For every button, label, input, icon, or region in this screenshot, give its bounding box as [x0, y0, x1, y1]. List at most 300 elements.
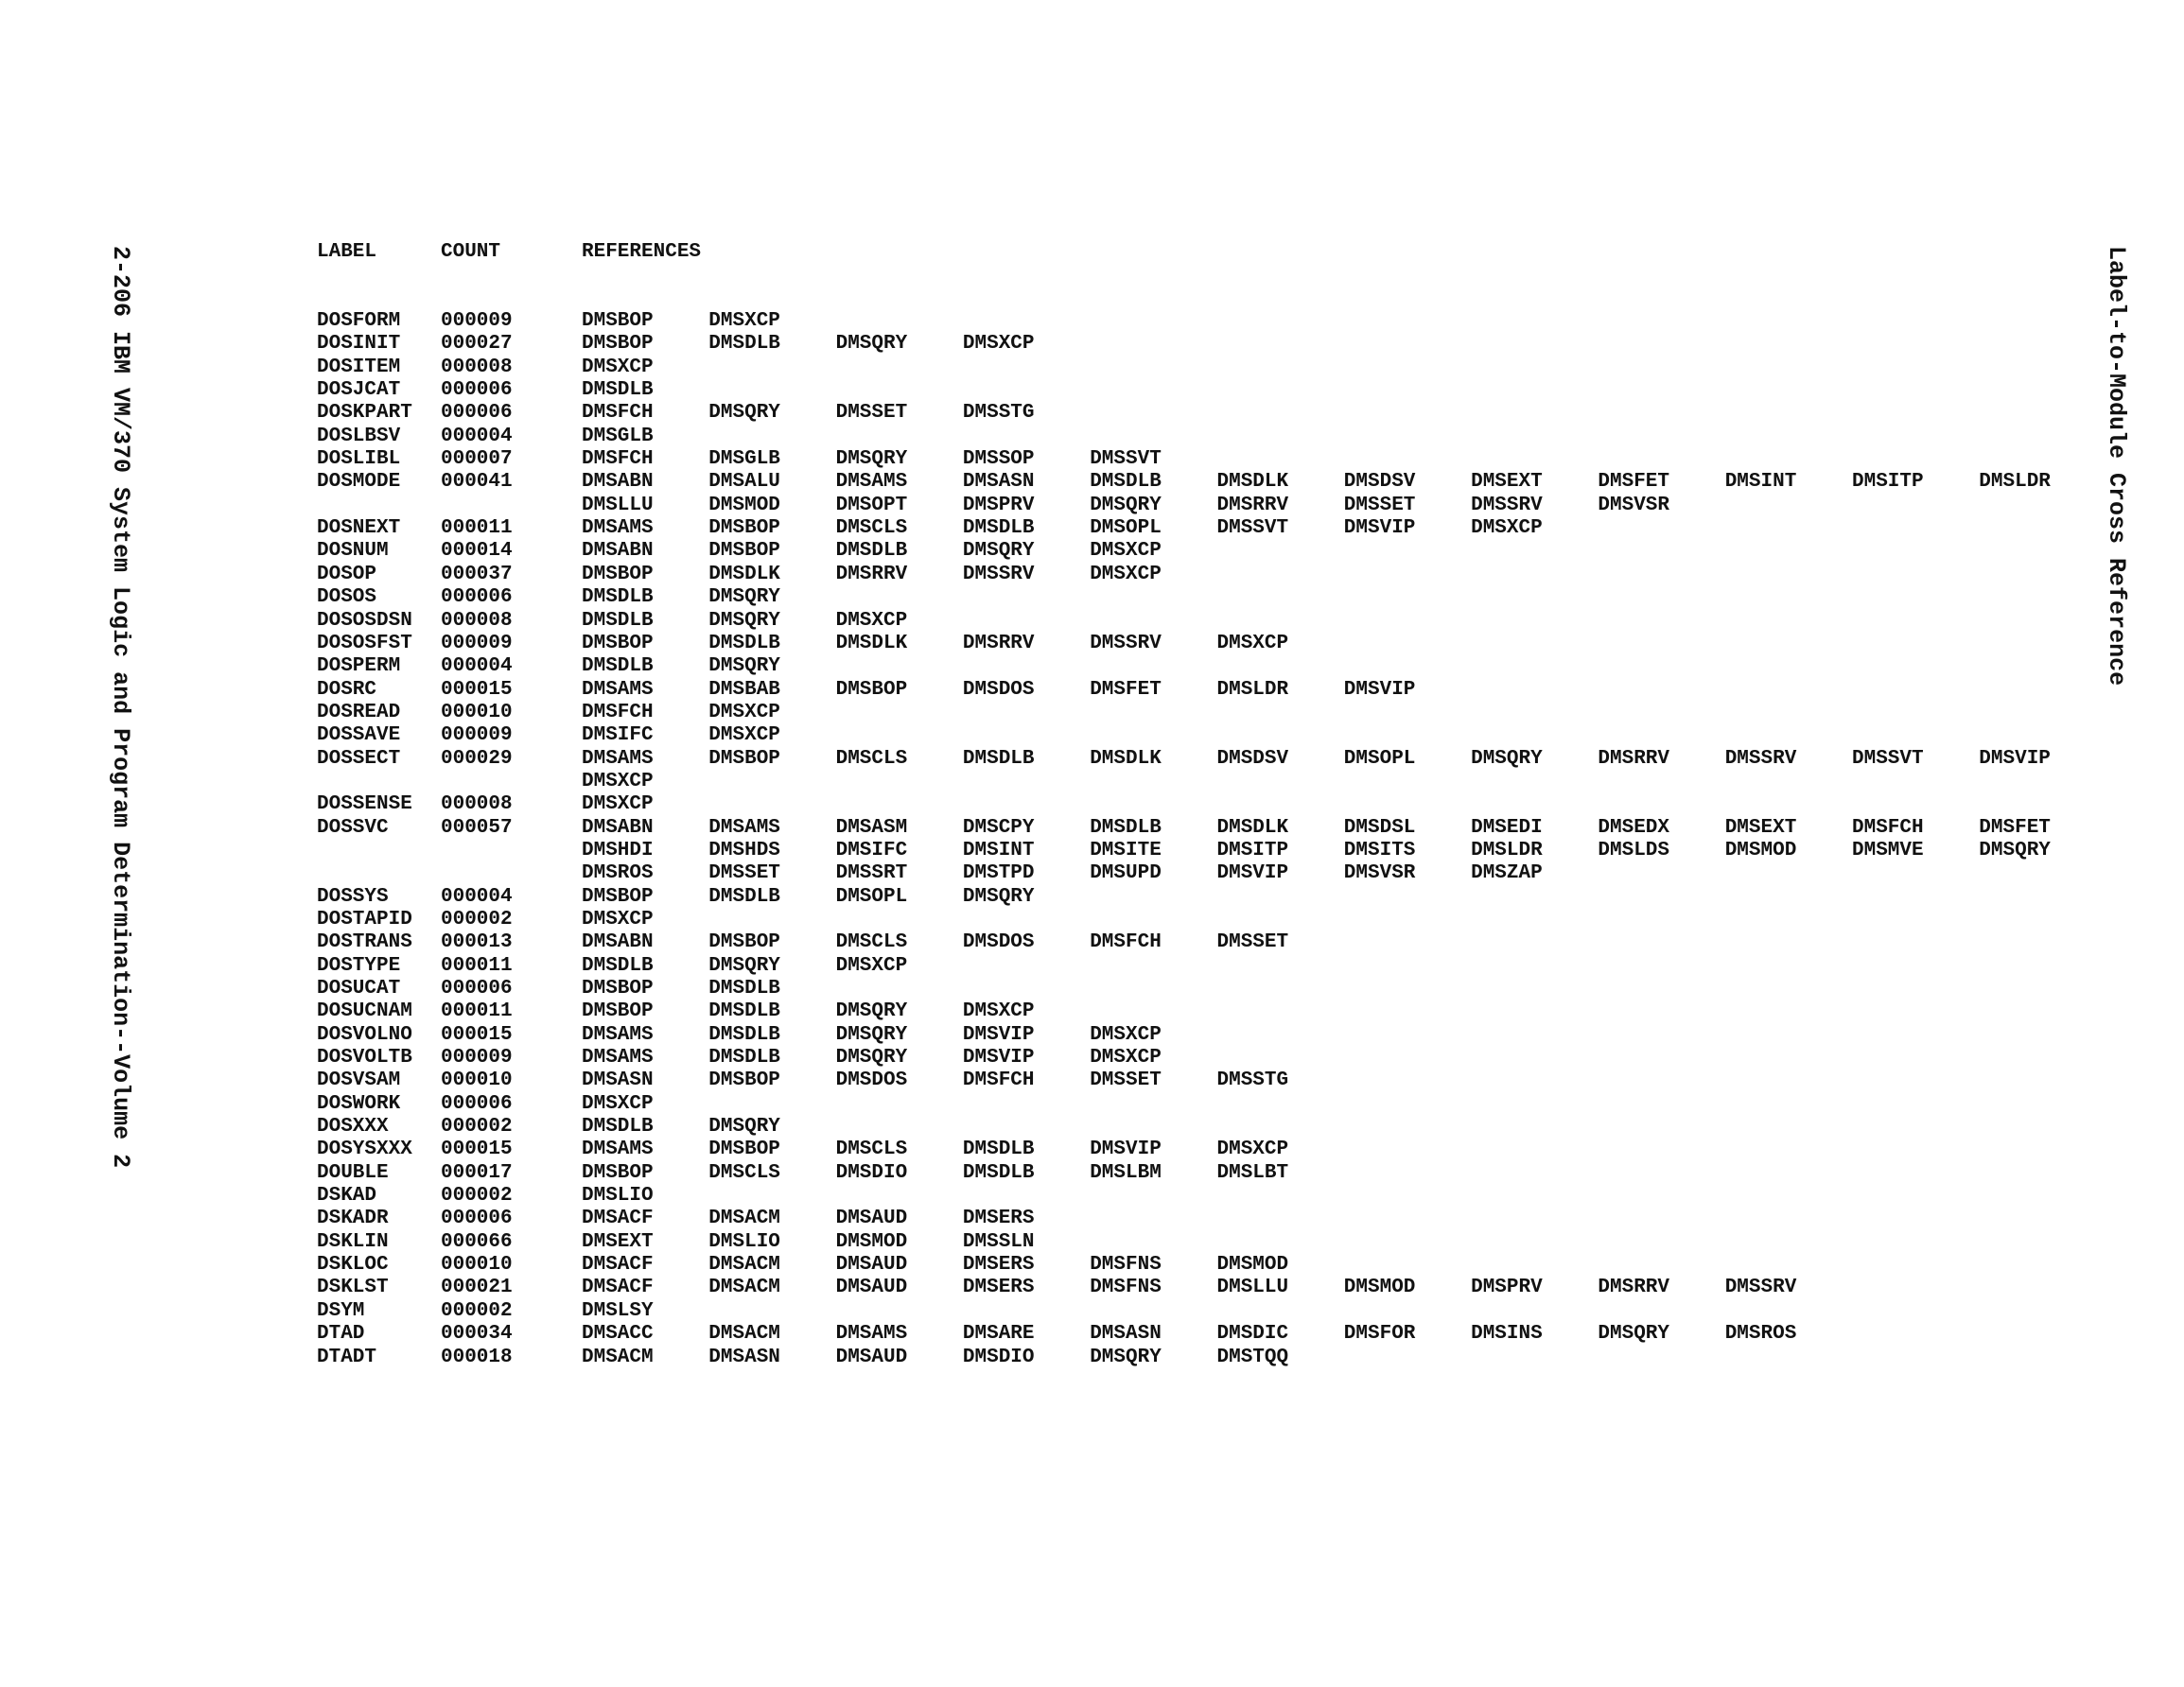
module-reference: DMSDLK	[1090, 747, 1162, 770]
module-reference: DMSVIP	[962, 1023, 1035, 1046]
module-reference: DMSXCP	[708, 310, 780, 333]
module-reference: DMSHDS	[708, 839, 780, 861]
module-reference: DMSSRV	[1724, 747, 1797, 770]
module-reference: DMSQRY	[962, 885, 1035, 908]
row-label: DOSFORM	[317, 310, 401, 333]
row-count: 000009	[441, 724, 513, 747]
module-reference: DMSXCP	[1090, 1047, 1162, 1070]
references-column-header: REFERENCES	[582, 241, 702, 263]
row-label: DOSSAVE	[317, 724, 401, 747]
module-reference: DMSVSR	[1343, 862, 1416, 885]
module-reference: DMSDLB	[708, 1023, 780, 1046]
row-label: DTADT	[317, 1346, 377, 1368]
label-column-header: LABEL	[317, 241, 377, 263]
module-reference: DMSLSY	[582, 1299, 654, 1322]
row-label: DOSLIBL	[317, 448, 401, 471]
module-reference: DMSFNS	[1090, 1254, 1162, 1277]
module-reference: DMSQRY	[708, 655, 780, 678]
module-reference: DMSARE	[962, 1323, 1035, 1346]
row-count: 000006	[441, 1208, 513, 1230]
module-reference: DMSDIC	[1216, 1323, 1289, 1346]
row-label: DOSOSFST	[317, 632, 412, 654]
row-count: 000041	[441, 471, 513, 494]
row-count: 000011	[441, 517, 513, 540]
row-count: 000006	[441, 379, 513, 402]
module-reference: DMSDLB	[708, 1000, 780, 1023]
module-reference: DMSEDX	[1598, 816, 1670, 839]
row-label: DOSVOLNO	[317, 1023, 412, 1046]
module-reference: DMSOPL	[1090, 517, 1162, 540]
row-count: 000037	[441, 563, 513, 585]
row-count: 000009	[441, 1047, 513, 1070]
row-count: 000017	[441, 1161, 513, 1184]
module-reference: DMSQRY	[1979, 839, 2051, 861]
right-margin-title: Label-to-Module Cross Reference	[2103, 246, 2130, 687]
row-count: 000034	[441, 1323, 513, 1346]
module-reference: DMSOPL	[835, 885, 908, 908]
row-count: 000014	[441, 540, 513, 563]
row-count: 000011	[441, 954, 513, 977]
row-count: 000015	[441, 1023, 513, 1046]
module-reference: DMSAMS	[582, 1023, 654, 1046]
row-label: DOSSYS	[317, 885, 389, 908]
module-reference: DMSITP	[1852, 471, 1924, 494]
row-count: 000009	[441, 310, 513, 333]
module-reference: DMSQRY	[835, 333, 908, 356]
module-reference: DMSACF	[582, 1254, 654, 1277]
module-reference: DMSRRV	[1216, 494, 1289, 516]
row-count: 000002	[441, 1299, 513, 1322]
module-reference: DMSXCP	[582, 1092, 654, 1115]
module-reference: DMSDOS	[962, 678, 1035, 701]
row-label: DOSTAPID	[317, 908, 412, 930]
module-reference: DMSXCP	[835, 954, 908, 977]
module-reference: DMSITS	[1343, 839, 1416, 861]
row-label: DOSLBSV	[317, 425, 401, 447]
module-reference: DMSACM	[708, 1277, 780, 1299]
module-reference: DMSAUD	[835, 1277, 908, 1299]
module-reference: DMSFCH	[1852, 816, 1924, 839]
module-reference: DMSINS	[1471, 1323, 1543, 1346]
row-label: DOSKPART	[317, 402, 412, 425]
module-reference: DMSMOD	[835, 1230, 908, 1253]
module-reference: DMSRRV	[1598, 747, 1670, 770]
module-reference: DMSDSV	[1343, 471, 1416, 494]
module-reference: DMSDIO	[962, 1346, 1035, 1368]
module-reference: DMSCLS	[835, 517, 908, 540]
module-reference: DMSALU	[708, 471, 780, 494]
row-count: 000002	[441, 908, 513, 930]
module-reference: DMSMVE	[1852, 839, 1924, 861]
row-label: DOSVSAM	[317, 1070, 401, 1092]
module-reference: DMSXCP	[582, 908, 654, 930]
module-reference: DMSCLS	[708, 1161, 780, 1184]
module-reference: DMSDLB	[582, 609, 654, 632]
module-reference: DMSXCP	[835, 609, 908, 632]
module-reference: DMSSOP	[962, 448, 1035, 471]
module-reference: DMSAMS	[835, 1323, 908, 1346]
module-reference: DMSLDS	[1598, 839, 1670, 861]
module-reference: DMSVIP	[1979, 747, 2051, 770]
module-reference: DMSAUD	[835, 1208, 908, 1230]
row-count: 000057	[441, 816, 513, 839]
module-reference: DMSXCP	[582, 793, 654, 816]
left-margin-title: 2-206 IBM VM/370 System Logic and Program Determination--Volume 2	[107, 246, 134, 1169]
module-reference: DMSSET	[1090, 1070, 1162, 1092]
module-reference: DMSSVT	[1852, 747, 1924, 770]
module-reference: DMSAUD	[835, 1346, 908, 1368]
module-reference: DMSINT	[1724, 471, 1797, 494]
module-reference: DMSQRY	[708, 609, 780, 632]
module-reference: DMSDLB	[582, 586, 654, 609]
module-reference: DMSLIO	[582, 1185, 654, 1208]
module-reference: DMSDIO	[835, 1161, 908, 1184]
row-count: 000009	[441, 632, 513, 654]
row-count: 000027	[441, 333, 513, 356]
module-reference: DMSLBT	[1216, 1161, 1289, 1184]
module-reference: DMSPRV	[1471, 1277, 1543, 1299]
row-label: DOSITEM	[317, 356, 401, 378]
module-reference: DMSQRY	[1598, 1323, 1670, 1346]
module-reference: DMSSVT	[1216, 517, 1289, 540]
module-reference: DMSXCP	[582, 356, 654, 378]
row-label: DOSOSDSN	[317, 609, 412, 632]
module-reference: DMSDLB	[962, 1139, 1035, 1161]
module-reference: DMSDSV	[1216, 747, 1289, 770]
module-reference: DMSQRY	[835, 1023, 908, 1046]
module-reference: DMSIFC	[835, 839, 908, 861]
module-reference: DMSACF	[582, 1277, 654, 1299]
module-reference: DMSMOD	[1343, 1277, 1416, 1299]
module-reference: DMSSRV	[1090, 632, 1162, 654]
module-reference: DMSQRY	[962, 540, 1035, 563]
module-reference: DMSAMS	[582, 1047, 654, 1070]
module-reference: DMSASN	[708, 1346, 780, 1368]
module-reference: DMSXCP	[1471, 517, 1543, 540]
module-reference: DMSFOR	[1343, 1323, 1416, 1346]
module-reference: DMSPRV	[962, 494, 1035, 516]
module-reference: DMSROS	[1724, 1323, 1797, 1346]
module-reference: DMSSRV	[1471, 494, 1543, 516]
row-count: 000006	[441, 402, 513, 425]
module-reference: DMSDSL	[1343, 816, 1416, 839]
module-reference: DMSQRY	[1090, 1346, 1162, 1368]
module-reference: DMSFCH	[582, 448, 654, 471]
row-label: DOSWORK	[317, 1092, 401, 1115]
row-count: 000008	[441, 793, 513, 816]
module-reference: DMSGLB	[582, 425, 654, 447]
module-reference: DMSVIP	[1216, 862, 1289, 885]
module-reference: DMSDLB	[1090, 471, 1162, 494]
module-reference: DMSFET	[1090, 678, 1162, 701]
module-reference: DMSLDR	[1979, 471, 2051, 494]
module-reference: DMSITP	[1216, 839, 1289, 861]
row-count: 000002	[441, 1116, 513, 1139]
row-label: DSKAD	[317, 1185, 377, 1208]
module-reference: DMSQRY	[835, 1000, 908, 1023]
module-reference: DMSDOS	[962, 931, 1035, 954]
module-reference: DMSDLB	[582, 1116, 654, 1139]
module-reference: DMSACM	[708, 1254, 780, 1277]
module-reference: DMSBOP	[582, 310, 654, 333]
row-label: DOSNEXT	[317, 517, 401, 540]
module-reference: DMSDLB	[582, 655, 654, 678]
module-reference: DMSUPD	[1090, 862, 1162, 885]
module-reference: DMSABN	[582, 471, 654, 494]
module-reference: DMSXCP	[962, 1000, 1035, 1023]
module-reference: DMSDLB	[582, 379, 654, 402]
module-reference: DMSFET	[1598, 471, 1670, 494]
module-reference: DMSBOP	[708, 931, 780, 954]
module-reference: DMSMOD	[708, 494, 780, 516]
module-reference: DMSAMS	[835, 471, 908, 494]
row-label: DOSSECT	[317, 747, 401, 770]
module-reference: DMSCPY	[962, 816, 1035, 839]
module-reference: DMSVIP	[962, 1047, 1035, 1070]
row-count: 000004	[441, 655, 513, 678]
row-count: 000010	[441, 1254, 513, 1277]
module-reference: DMSDLB	[962, 1161, 1035, 1184]
module-reference: DMSDLB	[708, 333, 780, 356]
row-count: 000006	[441, 1092, 513, 1115]
row-label: DOSTRANS	[317, 931, 412, 954]
module-reference: DMSSRV	[1724, 1277, 1797, 1299]
module-reference: DMSDLB	[582, 954, 654, 977]
row-count: 000008	[441, 356, 513, 378]
module-reference: DMSDLB	[708, 978, 780, 1000]
module-reference: DMSDOS	[835, 1070, 908, 1092]
module-reference: DMSBOP	[582, 632, 654, 654]
module-reference: DMSASN	[962, 471, 1035, 494]
module-reference: DMSLDR	[1471, 839, 1543, 861]
module-reference: DMSBAB	[708, 678, 780, 701]
module-reference: DMSACM	[708, 1323, 780, 1346]
module-reference: DMSBOP	[835, 678, 908, 701]
module-reference: DMSXCP	[708, 724, 780, 747]
module-reference: DMSASN	[582, 1070, 654, 1092]
module-reference: DMSLLU	[582, 494, 654, 516]
module-reference: DMSBOP	[708, 1070, 780, 1092]
module-reference: DMSQRY	[708, 586, 780, 609]
row-label: DOSYSXXX	[317, 1139, 412, 1161]
module-reference: DMSINT	[962, 839, 1035, 861]
module-reference: DMSMOD	[1216, 1254, 1289, 1277]
module-reference: DMSBOP	[582, 1161, 654, 1184]
row-count: 000006	[441, 586, 513, 609]
module-reference: DMSBOP	[708, 517, 780, 540]
module-reference: DMSCLS	[835, 1139, 908, 1161]
module-reference: DMSITE	[1090, 839, 1162, 861]
module-reference: DMSSET	[1343, 494, 1416, 516]
row-count: 000004	[441, 425, 513, 447]
module-reference: DMSSLN	[962, 1230, 1035, 1253]
row-count: 000004	[441, 885, 513, 908]
module-reference: DMSSET	[835, 402, 908, 425]
module-reference: DMSXCP	[1216, 1139, 1289, 1161]
row-label: DOSPERM	[317, 655, 401, 678]
module-reference: DMSABN	[582, 540, 654, 563]
row-label: DOSJCAT	[317, 379, 401, 402]
row-count: 000007	[441, 448, 513, 471]
module-reference: DMSFCH	[582, 701, 654, 723]
module-reference: DMSOPL	[1343, 747, 1416, 770]
row-label: DSKLIN	[317, 1230, 389, 1253]
module-reference: DMSAMS	[582, 517, 654, 540]
module-reference: DMSAUD	[835, 1254, 908, 1277]
module-reference: DMSDLK	[1216, 816, 1289, 839]
row-label: DOSSVC	[317, 816, 389, 839]
row-label: DOSINIT	[317, 333, 401, 356]
row-label: DTAD	[317, 1323, 365, 1346]
module-reference: DMSASM	[835, 816, 908, 839]
row-count: 000010	[441, 701, 513, 723]
row-label: DOSUCAT	[317, 978, 401, 1000]
module-reference: DMSSET	[708, 862, 780, 885]
module-reference: DMSASN	[1090, 1323, 1162, 1346]
module-reference: DMSRRV	[835, 563, 908, 585]
module-reference: DMSAMS	[708, 816, 780, 839]
module-reference: DMSOPT	[835, 494, 908, 516]
module-reference: DMSABN	[582, 931, 654, 954]
module-reference: DMSBOP	[708, 747, 780, 770]
module-reference: DMSDLK	[835, 632, 908, 654]
row-count: 000006	[441, 978, 513, 1000]
module-reference: DMSDLB	[962, 747, 1035, 770]
module-reference: DMSBOP	[582, 1000, 654, 1023]
row-count: 000010	[441, 1070, 513, 1092]
module-reference: DMSXCP	[1216, 632, 1289, 654]
module-reference: DMSACC	[582, 1323, 654, 1346]
count-column-header: COUNT	[441, 241, 501, 263]
module-reference: DMSEXT	[1724, 816, 1797, 839]
row-label: DOSRC	[317, 678, 377, 701]
module-reference: DMSXCP	[1090, 1023, 1162, 1046]
row-count: 000018	[441, 1346, 513, 1368]
module-reference: DMSLDR	[1216, 678, 1289, 701]
module-reference: DMSDLB	[708, 1047, 780, 1070]
module-reference: DMSERS	[962, 1277, 1035, 1299]
module-reference: DMSFCH	[962, 1070, 1035, 1092]
module-reference: DMSROS	[582, 862, 654, 885]
module-reference: DMSCLS	[835, 931, 908, 954]
module-reference: DMSTPD	[962, 862, 1035, 885]
row-count: 000013	[441, 931, 513, 954]
module-reference: DMSBOP	[708, 1139, 780, 1161]
row-label: DSKLST	[317, 1277, 389, 1299]
module-reference: DMSDLB	[1090, 816, 1162, 839]
module-reference: DMSBOP	[582, 885, 654, 908]
module-reference: DMSDLB	[708, 632, 780, 654]
row-label: DSYM	[317, 1299, 365, 1322]
row-label: DOSMODE	[317, 471, 401, 494]
module-reference: DMSGLB	[708, 448, 780, 471]
module-reference: DMSQRY	[708, 954, 780, 977]
module-reference: DMSFCH	[1090, 931, 1162, 954]
row-count: 000008	[441, 609, 513, 632]
module-reference: DMSQRY	[708, 1116, 780, 1139]
row-label: DOSOP	[317, 563, 377, 585]
row-label: DOSOS	[317, 586, 377, 609]
module-reference: DMSLBM	[1090, 1161, 1162, 1184]
module-reference: DMSVIP	[1343, 517, 1416, 540]
module-reference: DMSHDI	[582, 839, 654, 861]
row-label: DOSVOLTB	[317, 1047, 412, 1070]
module-reference: DMSQRY	[835, 1047, 908, 1070]
module-reference: DMSACF	[582, 1208, 654, 1230]
module-reference: DMSXCP	[1090, 563, 1162, 585]
row-label: DOSUCNAM	[317, 1000, 412, 1023]
module-reference: DMSVIP	[1090, 1139, 1162, 1161]
module-reference: DMSSTG	[1216, 1070, 1289, 1092]
module-reference: DMSDLB	[835, 540, 908, 563]
module-reference: DMSQRY	[835, 448, 908, 471]
module-reference: DMSVIP	[1343, 678, 1416, 701]
module-reference: DMSFET	[1979, 816, 2051, 839]
module-reference: DMSTQQ	[1216, 1346, 1289, 1368]
module-reference: DMSMOD	[1724, 839, 1797, 861]
module-reference: DMSXCP	[708, 701, 780, 723]
row-label: DOSNUM	[317, 540, 389, 563]
module-reference: DMSBOP	[708, 540, 780, 563]
module-reference: DMSBOP	[582, 978, 654, 1000]
module-reference: DMSDLB	[962, 517, 1035, 540]
module-reference: DMSSRV	[962, 563, 1035, 585]
module-reference: DMSFCH	[582, 402, 654, 425]
module-reference: DMSDLB	[708, 885, 780, 908]
module-reference: DMSXCP	[1090, 540, 1162, 563]
row-label: DOSXXX	[317, 1116, 389, 1139]
module-reference: DMSBOP	[582, 563, 654, 585]
module-reference: DMSQRY	[1471, 747, 1543, 770]
module-reference: DMSAMS	[582, 678, 654, 701]
row-count: 000029	[441, 747, 513, 770]
module-reference: DMSSET	[1216, 931, 1289, 954]
module-reference: DMSRRV	[962, 632, 1035, 654]
module-reference: DMSAMS	[582, 747, 654, 770]
row-label: DOSTYPE	[317, 954, 401, 977]
row-count: 000066	[441, 1230, 513, 1253]
module-reference: DMSQRY	[708, 402, 780, 425]
module-reference: DMSVSR	[1598, 494, 1670, 516]
module-reference: DMSEXT	[1471, 471, 1543, 494]
row-count: 000021	[441, 1277, 513, 1299]
module-reference: DMSRRV	[1598, 1277, 1670, 1299]
module-reference: DMSCLS	[835, 747, 908, 770]
module-reference: DMSZAP	[1471, 862, 1543, 885]
module-reference: DMSXCP	[582, 770, 654, 792]
module-reference: DMSBOP	[582, 333, 654, 356]
module-reference: DMSSTG	[962, 402, 1035, 425]
row-label: DSKLOC	[317, 1254, 389, 1277]
module-reference: DMSXCP	[962, 333, 1035, 356]
module-reference: DMSQRY	[1090, 494, 1162, 516]
row-label: DOUBLE	[317, 1161, 389, 1184]
module-reference: DMSFNS	[1090, 1277, 1162, 1299]
module-reference: DMSLIO	[708, 1230, 780, 1253]
module-reference: DMSABN	[582, 816, 654, 839]
module-reference: DMSACM	[708, 1208, 780, 1230]
row-label: DOSREAD	[317, 701, 401, 723]
module-reference: DMSACM	[582, 1346, 654, 1368]
module-reference: DMSIFC	[582, 724, 654, 747]
row-label: DSKADR	[317, 1208, 389, 1230]
module-reference: DMSDLK	[708, 563, 780, 585]
module-reference: DMSERS	[962, 1254, 1035, 1277]
row-count: 000015	[441, 1139, 513, 1161]
module-reference: DMSDLK	[1216, 471, 1289, 494]
module-reference: DMSEDI	[1471, 816, 1543, 839]
row-count: 000002	[441, 1185, 513, 1208]
